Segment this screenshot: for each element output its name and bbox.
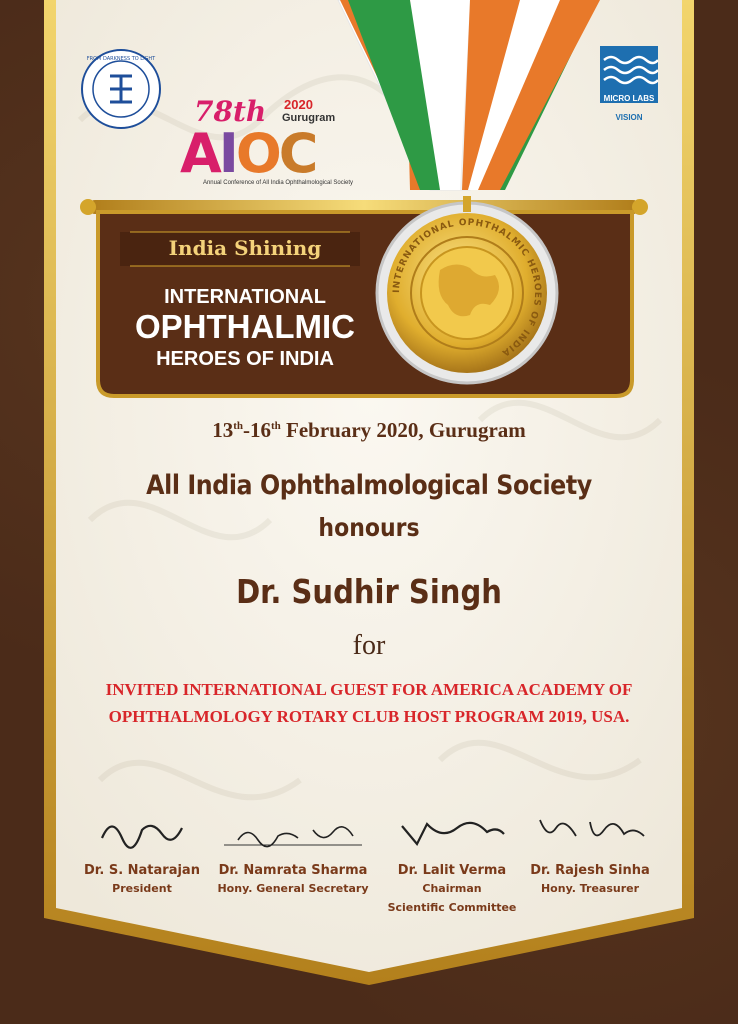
sponsor-division: VISION	[615, 113, 643, 122]
medal-ring-text	[377, 203, 557, 383]
banner-line-2: OPHTHALMIC	[135, 308, 355, 345]
signatory-title: Chairman	[422, 882, 482, 895]
signatory-title-2: Scientific Committee	[387, 901, 517, 914]
award-reason-line-1: INVITED INTERNATIONAL GUEST FOR AMERICA ACADEMY OF	[105, 680, 633, 699]
honours-text: honours	[318, 513, 420, 542]
signatory-title: Hony. Treasurer	[540, 882, 640, 895]
sponsor-name: MICRO LABS	[600, 94, 658, 103]
signatory-name: Dr. Rajesh Sinha	[530, 863, 650, 878]
signatory-4	[500, 810, 680, 897]
aioc-tagline: Annual Conference of All India Ophthalmological Society	[202, 180, 354, 186]
svg-text:INTERNATIONAL OPHTHALMIC HEROE	[392, 218, 542, 358]
society-emblem-logo	[80, 48, 162, 130]
signatory-2	[203, 810, 383, 897]
signature-scribble	[520, 810, 660, 850]
award-reason-line-2: OPHTHALMOLOGY ROTARY CLUB HOST PROGRAM 2019, USA.	[108, 707, 630, 726]
aioc-mark: AIOC	[180, 122, 316, 185]
for-text: for	[352, 630, 386, 661]
emblem-motto: FROM DARKNESS TO LIGHT	[86, 56, 156, 62]
aioc-year: 2020	[284, 97, 313, 112]
signatory-name: Dr. Lalit Verma	[397, 863, 507, 878]
society-name: All India Ophthalmological Society	[146, 470, 592, 501]
micro-labs-logo	[600, 46, 658, 94]
signature-scribble	[223, 810, 363, 850]
banner-line-3: HEROES OF INDIA	[156, 348, 334, 370]
signatory-title: Hony. General Secretary	[217, 882, 369, 895]
signatory-name: Dr. S. Natarajan	[84, 863, 200, 878]
aioc-edition: 78th	[194, 95, 267, 128]
aioc-city: Gurugram	[282, 112, 336, 124]
signatory-title: President	[112, 882, 172, 895]
signature-scribble	[392, 810, 512, 850]
medal-ring-label: INTERNATIONAL OPHTHALMIC HEROES OF INDIA	[391, 217, 543, 358]
banner-subtitle: India Shining	[168, 236, 322, 260]
banner-line-1: INTERNATIONAL	[164, 286, 326, 308]
signatory-name: Dr. Namrata Sharma	[218, 863, 368, 878]
signature-scribble	[82, 810, 202, 850]
honoree-name: Dr. Sudhir Singh	[236, 572, 502, 611]
event-date: 13th-16th February 2020, Gurugram	[212, 418, 526, 442]
